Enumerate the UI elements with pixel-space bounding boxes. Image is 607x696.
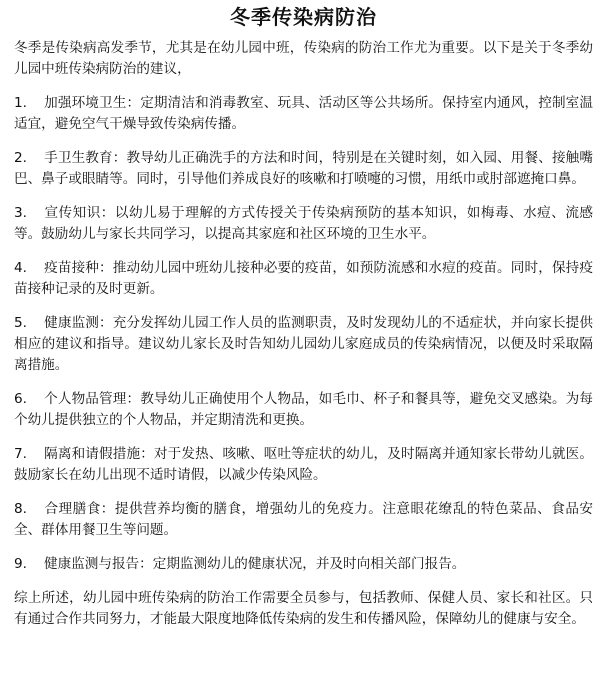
document-title: 冬季传染病防治 — [230, 5, 377, 29]
list-item-number: 5. — [14, 315, 27, 331]
list-item — [14, 313, 593, 376]
list-item-text: 健康监测：充分发挥幼儿园工作人员的监测职责，及时发现幼儿的不适症状，并向家长提供相应的建议和指导。建议幼儿家长及时告知幼儿园幼儿家庭成员的传染病情况，以便及时采取隔离措施。 — [14, 315, 593, 373]
list-item-number: 3. — [14, 205, 27, 221]
list-item — [14, 444, 593, 486]
list-item — [14, 93, 593, 135]
list-item-number: 1. — [14, 95, 27, 111]
list-item-number: 2. — [14, 150, 27, 166]
intro-paragraph: 冬季是传染病高发季节，尤其是在幼儿园中班，传染病的防治工作尤为重要。以下是关于冬季幼儿园中班传染病防治的建议， — [14, 40, 593, 77]
conclusion-paragraph: 综上所述，幼儿园中班传染病的防治工作需要全员参与，包括教师、保健人员、家长和社区。只有通过合作共同努力，才能最大限度地降低传染病的发生和传播风险，保障幼儿的健康与安全。 — [14, 590, 593, 627]
list-item-number: 7. — [14, 446, 27, 462]
list-item-text: 手卫生教育：教导幼儿正确洗手的方法和时间，特别是在关键时刻，如入园、用餐、接触嘴巴、鼻子或眼睛等。同时，引导他们养成良好的咳嗽和打喷嚏的习惯，用纸巾或肘部遮掩口鼻。 — [14, 150, 593, 187]
list-item-number: 4. — [14, 260, 27, 276]
list-item — [14, 499, 593, 541]
list-item — [14, 258, 593, 300]
list-item-number: 8. — [14, 501, 27, 517]
list-item — [14, 148, 593, 190]
list-item-text: 加强环境卫生：定期清洁和消毒教室、玩具、活动区等公共场所。保持室内通风，控制室温适宜，避免空气干燥导致传染病传播。 — [14, 95, 593, 132]
list-item-text: 个人物品管理：教导幼儿正确使用个人物品，如毛巾、杯子和餐具等，避免交叉感染。为每个幼儿提供独立的个人物品，并定期清洗和更换。 — [14, 391, 593, 428]
list-item-number: 6. — [14, 391, 27, 407]
list-item — [14, 389, 593, 431]
list-item-text: 隔离和请假措施：对于发热、咳嗽、呕吐等症状的幼儿，及时隔离并通知家长带幼儿就医。鼓励家长在幼儿出现不适时请假，以减少传染风险。 — [14, 446, 593, 483]
list-item-text: 合理膳食：提供营养均衡的膳食，增强幼儿的免疫力。注意眼花缭乱的特色菜品、食品安全、群体用餐卫生等问题。 — [14, 501, 593, 538]
list-item-text: 疫苗接种：推动幼儿园中班幼儿接种必要的疫苗，如预防流感和水痘的疫苗。同时，保持疫苗接种记录的及时更新。 — [14, 260, 593, 297]
list-item-text: 健康监测与报告：定期监测幼儿的健康状况，并及时向相关部门报告。 — [44, 556, 466, 572]
list-item — [14, 554, 593, 575]
list-item-number: 9. — [14, 556, 27, 572]
list-item — [14, 203, 593, 245]
list-item-text: 宣传知识：以幼儿易于理解的方式传授关于传染病预防的基本知识，如梅毒、水痘、流感等。鼓励幼儿与家长共同学习，以提高其家庭和社区环境的卫生水平。 — [14, 205, 593, 242]
